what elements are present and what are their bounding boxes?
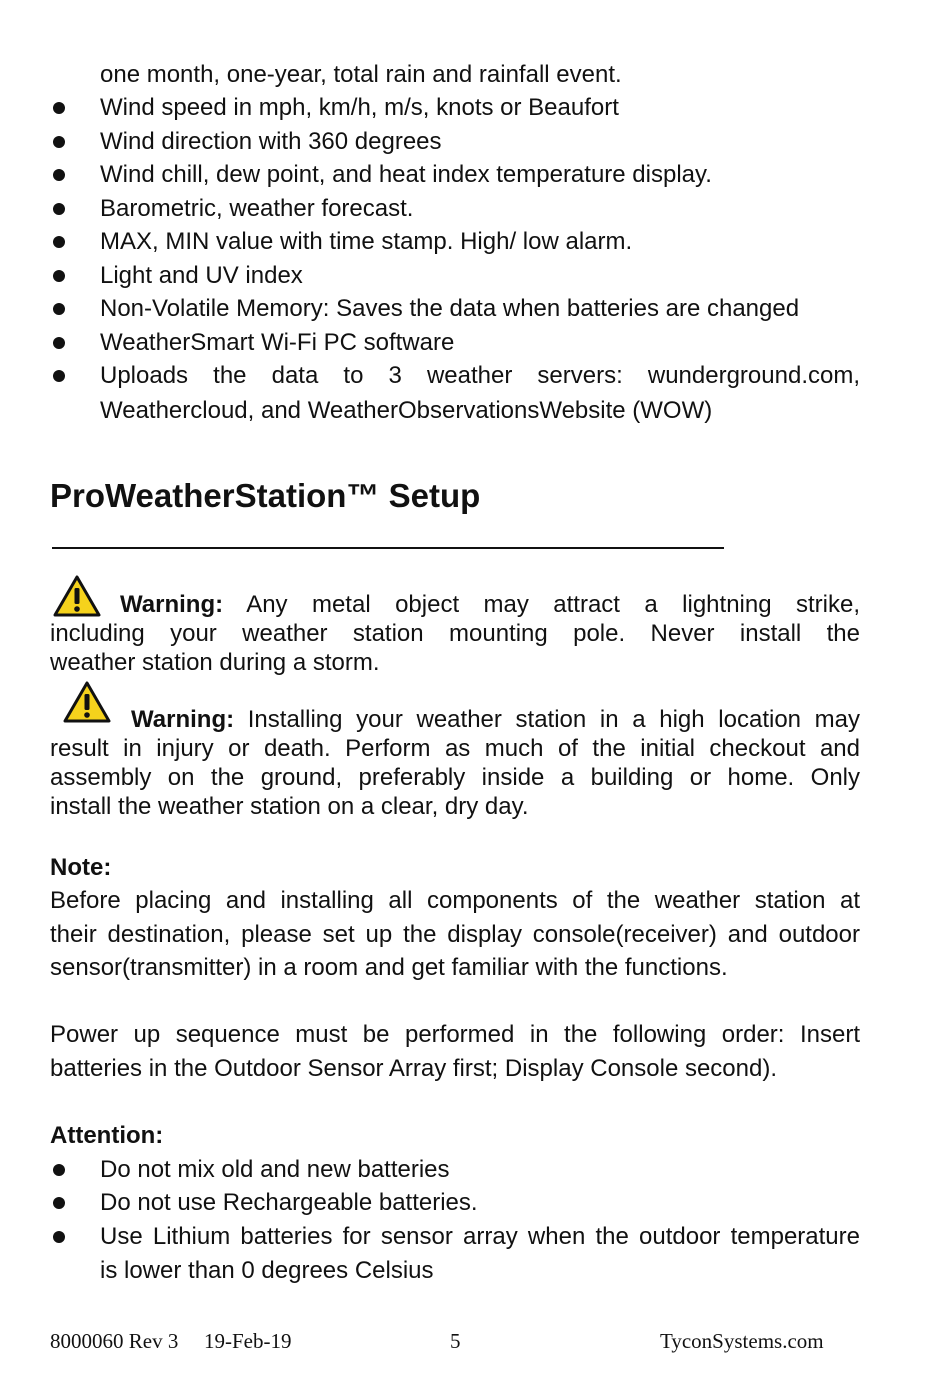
section-title: ProWeatherStation™ Setup (50, 477, 481, 514)
footer-page-number: 5 (450, 1329, 461, 1353)
note-heading: Note: (50, 854, 112, 881)
list-item: Barometric, weather forecast. (100, 195, 414, 222)
title-underline (52, 547, 724, 549)
warning-label: Warning: (120, 591, 224, 618)
warning1-line3: weather station during a storm. (50, 649, 380, 676)
warning2-line3: assembly on the ground, preferably inside a building or home. Only (50, 764, 860, 791)
bullet-dot (53, 169, 65, 181)
note-p2-line2: batteries in the Outdoor Sensor Array first; Display Console second). (50, 1055, 778, 1082)
list-item: Wind speed in mph, km/h, m/s, knots or Beaufort (100, 94, 619, 121)
bullet-dot (53, 102, 65, 114)
warning-triangle-icon (52, 574, 102, 618)
bullet-dot (53, 370, 65, 382)
list-item-uploads-line2: Weathercloud, and WeatherObservationsWebsite (WOW) (100, 397, 713, 424)
warning2-line2: result in injury or death. Perform as much of the initial checkout and (50, 735, 860, 762)
list-continuation: one month, one-year, total rain and rainfall event. (100, 61, 622, 88)
list-item: Do not mix old and new batteries (100, 1156, 450, 1183)
list-item-lithium-line2: is lower than 0 degrees Celsius (100, 1257, 434, 1284)
bullet-dot (53, 337, 65, 349)
note-p2-line1: Power up sequence must be performed in the following order: Insert (50, 1021, 860, 1048)
note-p1-line3: sensor(transmitter) in a room and get familiar with the functions. (50, 954, 728, 981)
footer-doc-rev: 8000060 Rev 3 (50, 1329, 179, 1353)
note-p1-line2: their destination, please set up the display console(receiver) and outdoor (50, 921, 860, 948)
list-item: Non-Volatile Memory: Saves the data when batteries are changed (100, 295, 800, 322)
warning1-line1 (120, 590, 860, 620)
warning2-line1 (131, 705, 860, 735)
list-item: MAX, MIN value with time stamp. High/ low alarm. (100, 228, 633, 255)
warning-label: Warning: (131, 706, 235, 733)
list-item: WeatherSmart Wi-Fi PC software (100, 329, 455, 356)
bullet-dot (53, 270, 65, 282)
bullet-dot (53, 236, 65, 248)
list-item: Wind chill, dew point, and heat index temperature display. (100, 161, 712, 188)
warning-text: Any metal object may attract a lightning strike, (246, 591, 860, 618)
note-p1-line1: Before placing and installing all components of the weather station at (50, 887, 860, 914)
warning1-line2: including your weather station mounting pole. Never install the (50, 620, 860, 647)
bullet-dot (53, 1197, 65, 1209)
footer-date: 19-Feb-19 (204, 1329, 292, 1353)
bullet-dot (53, 1164, 65, 1176)
bullet-dot (53, 303, 65, 315)
list-item: Do not use Rechargeable batteries. (100, 1189, 478, 1216)
footer-website: TyconSystems.com (660, 1329, 824, 1353)
warning-triangle-icon (62, 680, 112, 724)
warning-text: Installing your weather station in a high location may (247, 706, 861, 733)
warning2-line4: install the weather station on a clear, dry day. (50, 793, 529, 820)
attention-heading: Attention: (50, 1122, 164, 1149)
list-item: Light and UV index (100, 262, 303, 289)
list-item: Wind direction with 360 degrees (100, 128, 442, 155)
list-item-lithium-line1: Use Lithium batteries for sensor array when the outdoor temperature (100, 1223, 860, 1250)
bullet-dot (53, 203, 65, 215)
bullet-dot (53, 136, 65, 148)
bullet-dot (53, 1231, 65, 1243)
list-item-uploads-line1: Uploads the data to 3 weather servers: wunderground.com, (100, 362, 860, 389)
